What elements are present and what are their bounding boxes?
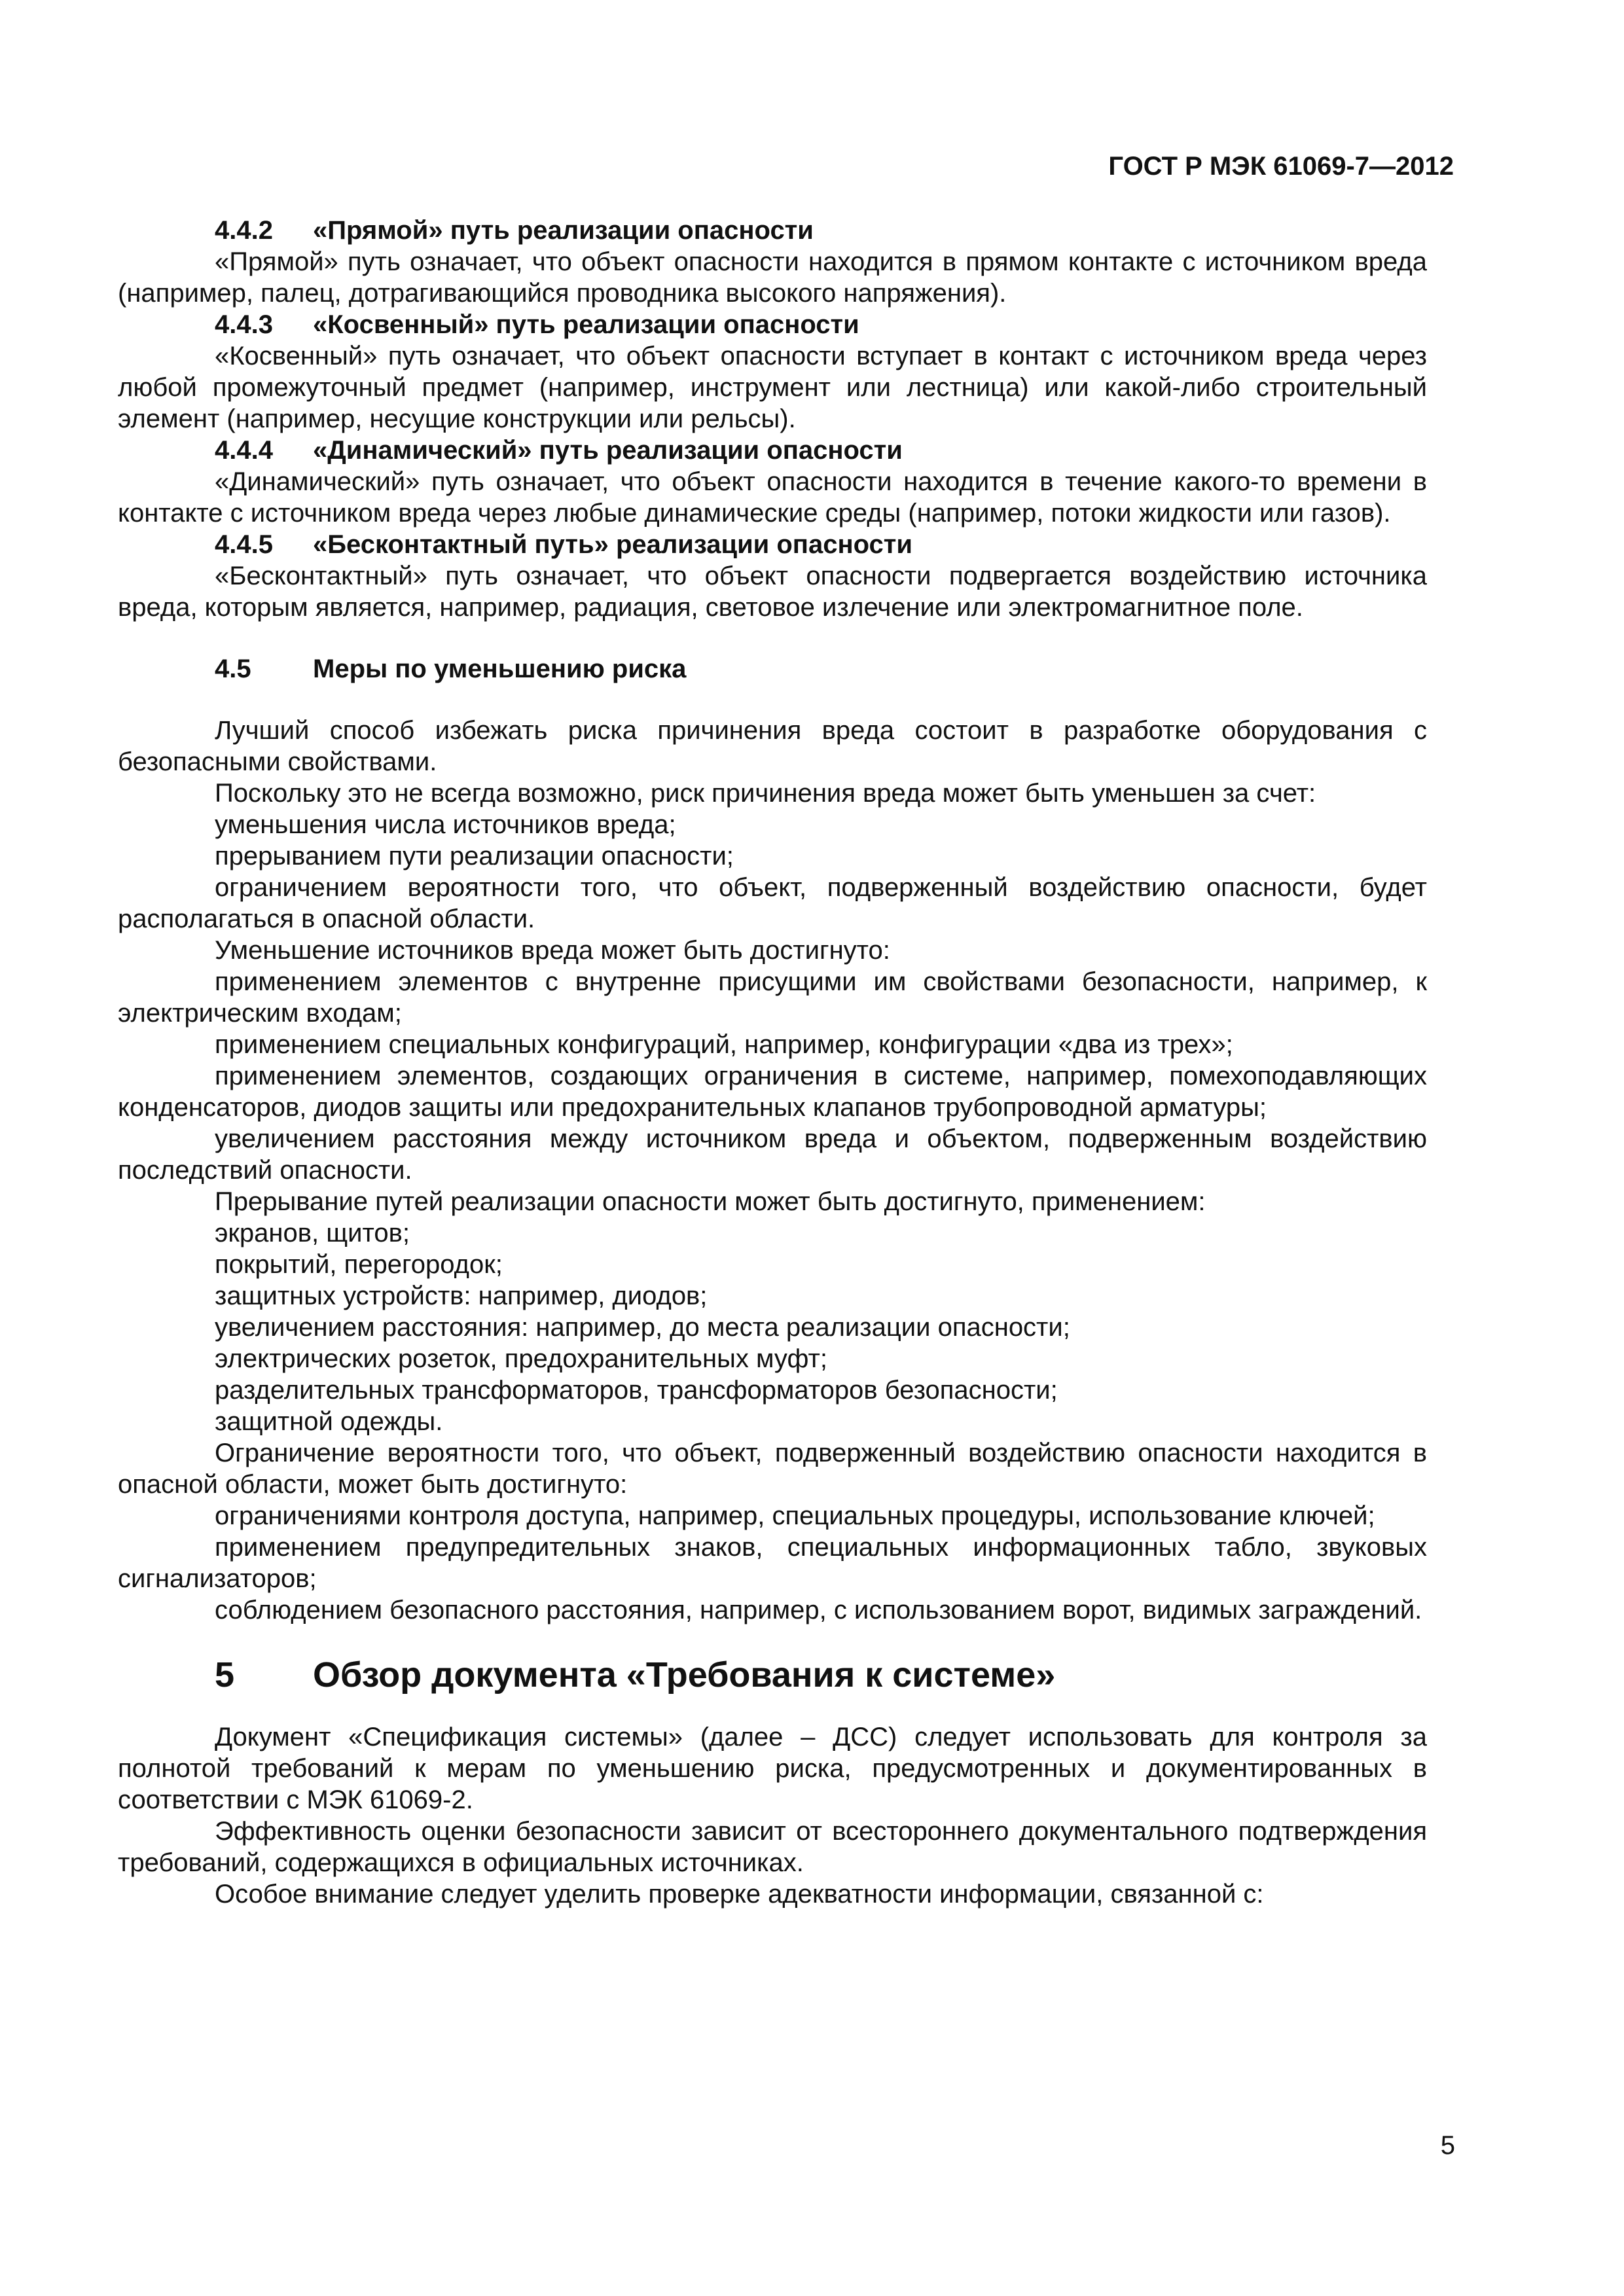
list-item: применением элементов, создающих ограничения в системе, например, помехоподавляющих конденсаторов, диодов защиты или предохранительных клапанов трубопроводной арматуры; [118,1062,1427,1122]
paragraph: «Прямой» путь означает, что объект опасности находится в прямом контакте с источником вреда (например, палец, дотрагивающийся проводника высокого напряжения). [118,247,1427,308]
paragraph: Ограничение вероятности того, что объект, подверженный воздействию опасности находится в опасной области, может быть достигнуто: [118,1439,1427,1499]
paragraph: Поскольку это не всегда возможно, риск причинения вреда может быть уменьшен за счет: [215,779,1316,808]
list-item: соблюдением безопасного расстояния, например, с использованием ворот, видимых заграждений. [215,1596,1422,1624]
heading-title: «Бесконтактный путь» реализации опасности [313,530,912,559]
list-item: ограничением вероятности того, что объект, подверженный воздействию опасности, будет располагаться в опасной области. [118,873,1427,933]
list-item: электрических розеток, предохранительных муфт; [215,1344,827,1373]
list-item: защитной одежды. [215,1407,443,1436]
document-designation: ГОСТ Р МЭК 61069-7—2012 [1108,152,1454,181]
subsection-heading [118,435,1427,466]
heading-title: «Косвенный» путь реализации опасности [313,310,859,339]
list-item: увеличением расстояния: например, до места реализации опасности; [215,1313,1070,1342]
heading-number: 4.4.5 [215,530,273,559]
list-item: применением специальных конфигураций, например, конфигурации «два из трех»; [215,1030,1233,1059]
list-item: прерыванием пути реализации опасности; [215,842,734,870]
heading-number: 4.5 [215,655,251,683]
list-item: применением элементов с внутренне присущими им свойствами безопасности, например, к электрическим входам; [118,967,1427,1028]
paragraph: «Косвенный» путь означает, что объект опасности вступает в контакт с источником вреда через любой промежуточный предмет (например, инструмент или лестница) или какой-либо строительный элемент (например, несущие конструкции или рельсы). [118,342,1427,433]
paragraph: «Динамический» путь означает, что объект опасности находится в течение какого-то времени в контакте с источником вреда через любые динамические среды (например, потоки жидкости или газов). [118,467,1427,528]
list-item: применением предупредительных знаков, специальных информационных табло, звуковых сигнализаторов; [118,1533,1427,1593]
heading-number: 4.4.4 [215,436,273,465]
list-item: ограничениями контроля доступа, например, специальных процедуры, использование ключей; [215,1501,1375,1530]
paragraph: Уменьшение источников вреда может быть достигнуто: [215,936,890,965]
heading-title: «Динамический» путь реализации опасности [313,436,903,465]
page-number: 5 [1440,2131,1455,2160]
section-heading [118,653,1427,685]
subsection-heading [118,529,1427,560]
subsection-heading [118,215,1427,246]
list-item: покрытий, перегородок; [215,1250,503,1279]
list-item: защитных устройств: например, диодов; [215,1282,708,1310]
heading-title: Обзор документа «Требования к системе» [313,1655,1056,1695]
list-item: увеличением расстояния между источником вреда и объектом, подверженным воздействию последствий опасности. [118,1124,1427,1185]
heading-number: 4.4.2 [215,216,273,245]
paragraph: Прерывание путей реализации опасности может быть достигнуто, применением: [215,1187,1206,1216]
subsection-heading [118,309,1427,340]
list-item: экранов, щитов; [215,1219,410,1247]
paragraph: Документ «Спецификация системы» (далее – ДСС) следует использовать для контроля за полнотой требований к мерам по уменьшению риска, предусмотренных и документированных в соответствии с МЭК 61069-2. [118,1723,1427,1814]
heading-title: «Прямой» путь реализации опасности [313,216,814,245]
heading-number: 4.4.3 [215,310,273,339]
chapter-heading [118,1655,1427,1695]
list-item: уменьшения числа источников вреда; [215,810,676,839]
paragraph: Лучший способ избежать риска причинения вреда состоит в разработке оборудования с безопасными свойствами. [118,716,1427,776]
paragraph: «Бесконтактный» путь означает, что объект опасности подвергается воздействию источника вреда, которым является, например, радиация, световое излечение или электромагнитное поле. [118,562,1427,622]
paragraph: Особое внимание следует уделить проверке адекватности информации, связанной с: [215,1880,1264,1909]
list-item: разделительных трансформаторов, трансформаторов безопасности; [215,1376,1058,1405]
heading-title: Меры по уменьшению риска [313,655,687,683]
heading-number: 5 [215,1655,235,1695]
page-content [118,215,1427,1910]
paragraph: Эффективность оценки безопасности зависит от всестороннего документального подтверждения требований, содержащихся в официальных источниках. [118,1817,1427,1877]
